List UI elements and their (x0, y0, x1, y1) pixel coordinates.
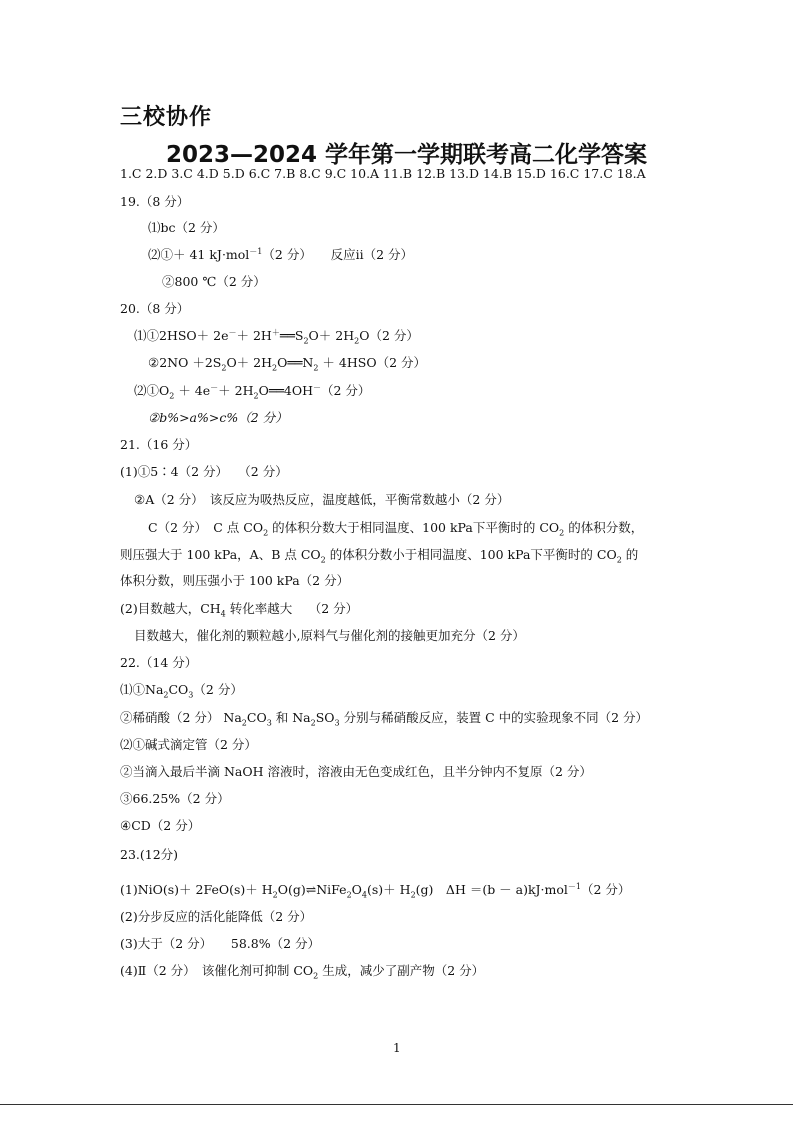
q20-line-2: ②2NO $+2S_2O+$ $2H_2O══N_2 + 4HSO(2$ 分） (148, 355, 426, 373)
q21-line-6: (2)目数越大，$CH_4$ 转化率越大 （2 分） (120, 601, 359, 619)
q22-line-3: ⑵①碱式滴定管（2 分） (120, 737, 257, 752)
page-title: 2023—2024 学年第一学期联考高二化学答案 (166, 142, 648, 168)
q22-line-6: ④CD（2 分） (120, 818, 201, 833)
q21-line-4: 则压强大于 100 kPa，A、B 点 $CO_2$ 的体积分数小于相同温度、100 kPa下平衡时的 $CO_2$ 的 (120, 547, 639, 565)
q22-line-5: ③66.25%（2 分） (120, 791, 230, 806)
q19-line-2: ⑵①＋ 41 kJ·mol$^{-1}$（2 分） 反应ⅱ（2 分） (148, 246, 413, 262)
page-number: 1 (393, 1041, 401, 1055)
q20-heading: 20.（8 分） (120, 301, 190, 316)
page-bottom-rule (0, 1104, 793, 1105)
q21-line-3: C（2 分） C 点 $CO_2$ 的体积分数大于相同温度、100 kPa下平衡时的 $CO_2$ 的体积分数， (148, 520, 644, 538)
q22-line-4: ②当滴入最后半滴 NaOH 溶液时，溶液由无色变成红色，且半分钟内不复原（2 分） (120, 764, 592, 779)
q23-line-4: (4)Ⅱ（2 分） 该催化剂可抑制 $CO_2$ 生成，减少了副产物（2 分） (120, 963, 485, 981)
q21-line-1: (1)①5∶4（2 分） （2 分） (120, 464, 288, 479)
q19-line-3: ②800 ℃（2 分） (162, 274, 266, 289)
q20-line-4: ②b%>a%>c%（2 分） (148, 410, 288, 425)
mc-answers: 1.C 2.D 3.C 4.D 5.D 6.C 7.B 8.C 9.C 10.A 11.B 12.B 13.D 14.B 15.D 16.C 17.C 18.A (120, 166, 646, 181)
q23-heading: 23.(12分) (120, 847, 179, 862)
q21-line-7: 目数越大，催化剂的颗粒越小,原料气与催化剂的接触更加充分（2 分） (134, 628, 525, 643)
q21-heading: 21.（16 分） (120, 437, 198, 452)
q20-line-1: ⑴①2HSO＋ $2e^-+ 2H^+══S_2O+ 2H_2O(2$ 分） (134, 327, 419, 346)
q23-line-1: $(1)NiO(s)+ 2FeO(s)+ H_2O(g)\rightleftharpoons NiFe_2O_4(s)+ H_2(g)$ ΔH ＝(b － a)kJ·mol$^{-1}$（2 分） (120, 881, 631, 900)
q23-line-3: (3)大于（2 分） 58.8%（2 分） (120, 936, 321, 951)
q21-line-5: 体积分数，则压强小于 100 kPa（2 分） (120, 573, 350, 588)
q23-line-2: (2)分步反应的活化能降低（2 分） (120, 909, 313, 924)
q19-heading: 19.（8 分） (120, 194, 190, 209)
q22-heading: 22.（14 分） (120, 655, 198, 670)
q22-line-2: ②稀硝酸（2 分） $Na_2CO_3$ 和 $Na_2SO_3$ 分别与稀硝酸反应，装置 C 中的实验现象不同（2 分） (120, 710, 649, 728)
q19-line-1: ⑴bc（2 分） (148, 220, 225, 235)
q22-line-1: $⑴①Na_2CO_3(2$ 分） (120, 682, 243, 700)
q21-line-2: ②A（2 分） 该反应为吸热反应，温度越低，平衡常数越小（2 分） (134, 492, 510, 507)
header-tag: 三校协作 (120, 105, 213, 130)
q20-line-3: $⑵①O_2 + 4e^-+$ $2H_2O══4OH^-(2$ 分） (134, 382, 371, 401)
